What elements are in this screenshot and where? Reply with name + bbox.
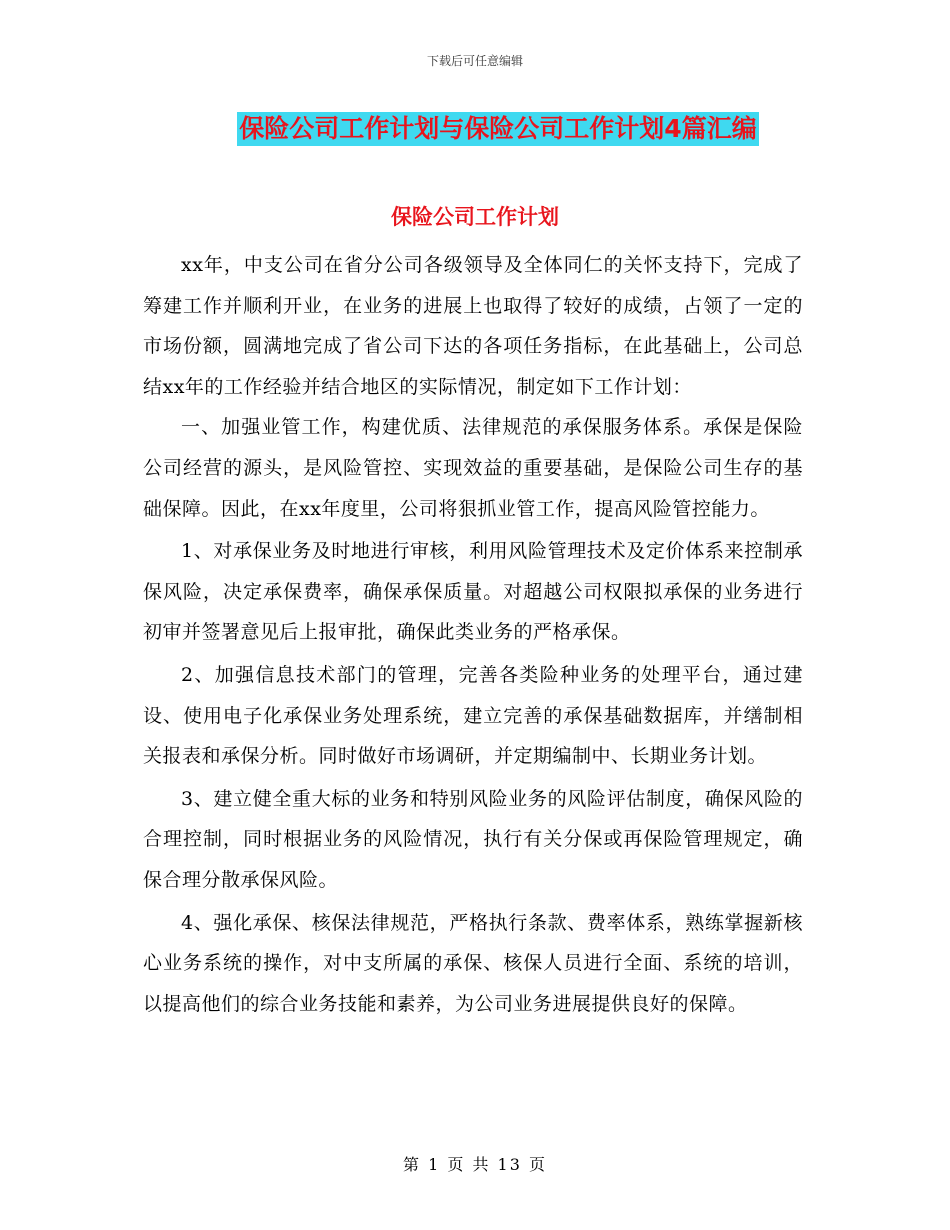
document-body	[143, 245, 803, 1024]
paragraph-item-2: 2、加强信息技术部门的管理，完善各类险种业务的处理平台，通过建设、使用电子化承保业务处理系统，建立完善的承保基础数据库，并缮制相关报表和承保分析。同时做好市场调研，并定期编制中、长期业务计划。	[143, 663, 803, 768]
paragraph-item-1: 1、对承保业务及时地进行审核，利用风险管理技术及定价体系来控制承保风险，决定承保费率，确保承保质量。对超越公司权限拟承保的业务进行初审并签署意见后上报审批，确保此类业务的严格承保。	[143, 540, 803, 644]
header-note: 下载后可任意编辑	[426, 54, 523, 68]
paragraph-item-4: 4、强化承保、核保法律规范，严格执行条款、费率体系，熟练掌握新核心业务系统的操作，对中支所属的承保、核保人员进行全面、系统的培训，以提高他们的综合业务技能和素养，为公司业务进展提供良好的保障。	[143, 911, 803, 1015]
paragraph-section-1: 一、加强业管工作，构建优质、法律规范的承保服务体系。承保是保险公司经营的源头，是风险管控、实现效益的重要基础，是保险公司生存的基础保障。因此，在xx年度里，公司将狠抓业管工作，提高风险管控能力。	[143, 416, 803, 520]
page-footer: 第 1 页 共 13 页	[403, 1155, 547, 1174]
main-title-wrap	[0, 112, 950, 146]
section-title: 保险公司工作计划	[391, 205, 559, 229]
main-title: 保险公司工作计划与保险公司工作计划4篇汇编	[237, 112, 758, 146]
paragraph-intro: xx年，中支公司在省分公司各级领导及全体同仁的关怀支持下，完成了筹建工作并顺利开业，在业务的进展上也取得了较好的成绩，占领了一定的市场份额，圆满地完成了省公司下达的各项任务指标，在此基础上，公司总结xx年的工作经验并结合地区的实际情况，制定如下工作计划：	[143, 254, 803, 398]
paragraph-item-3: 3、建立健全重大标的业务和特别风险业务的风险评估制度，确保风险的合理控制，同时根据业务的风险情况，执行有关分保或再保险管理规定，确保合理分散承保风险。	[143, 787, 803, 891]
